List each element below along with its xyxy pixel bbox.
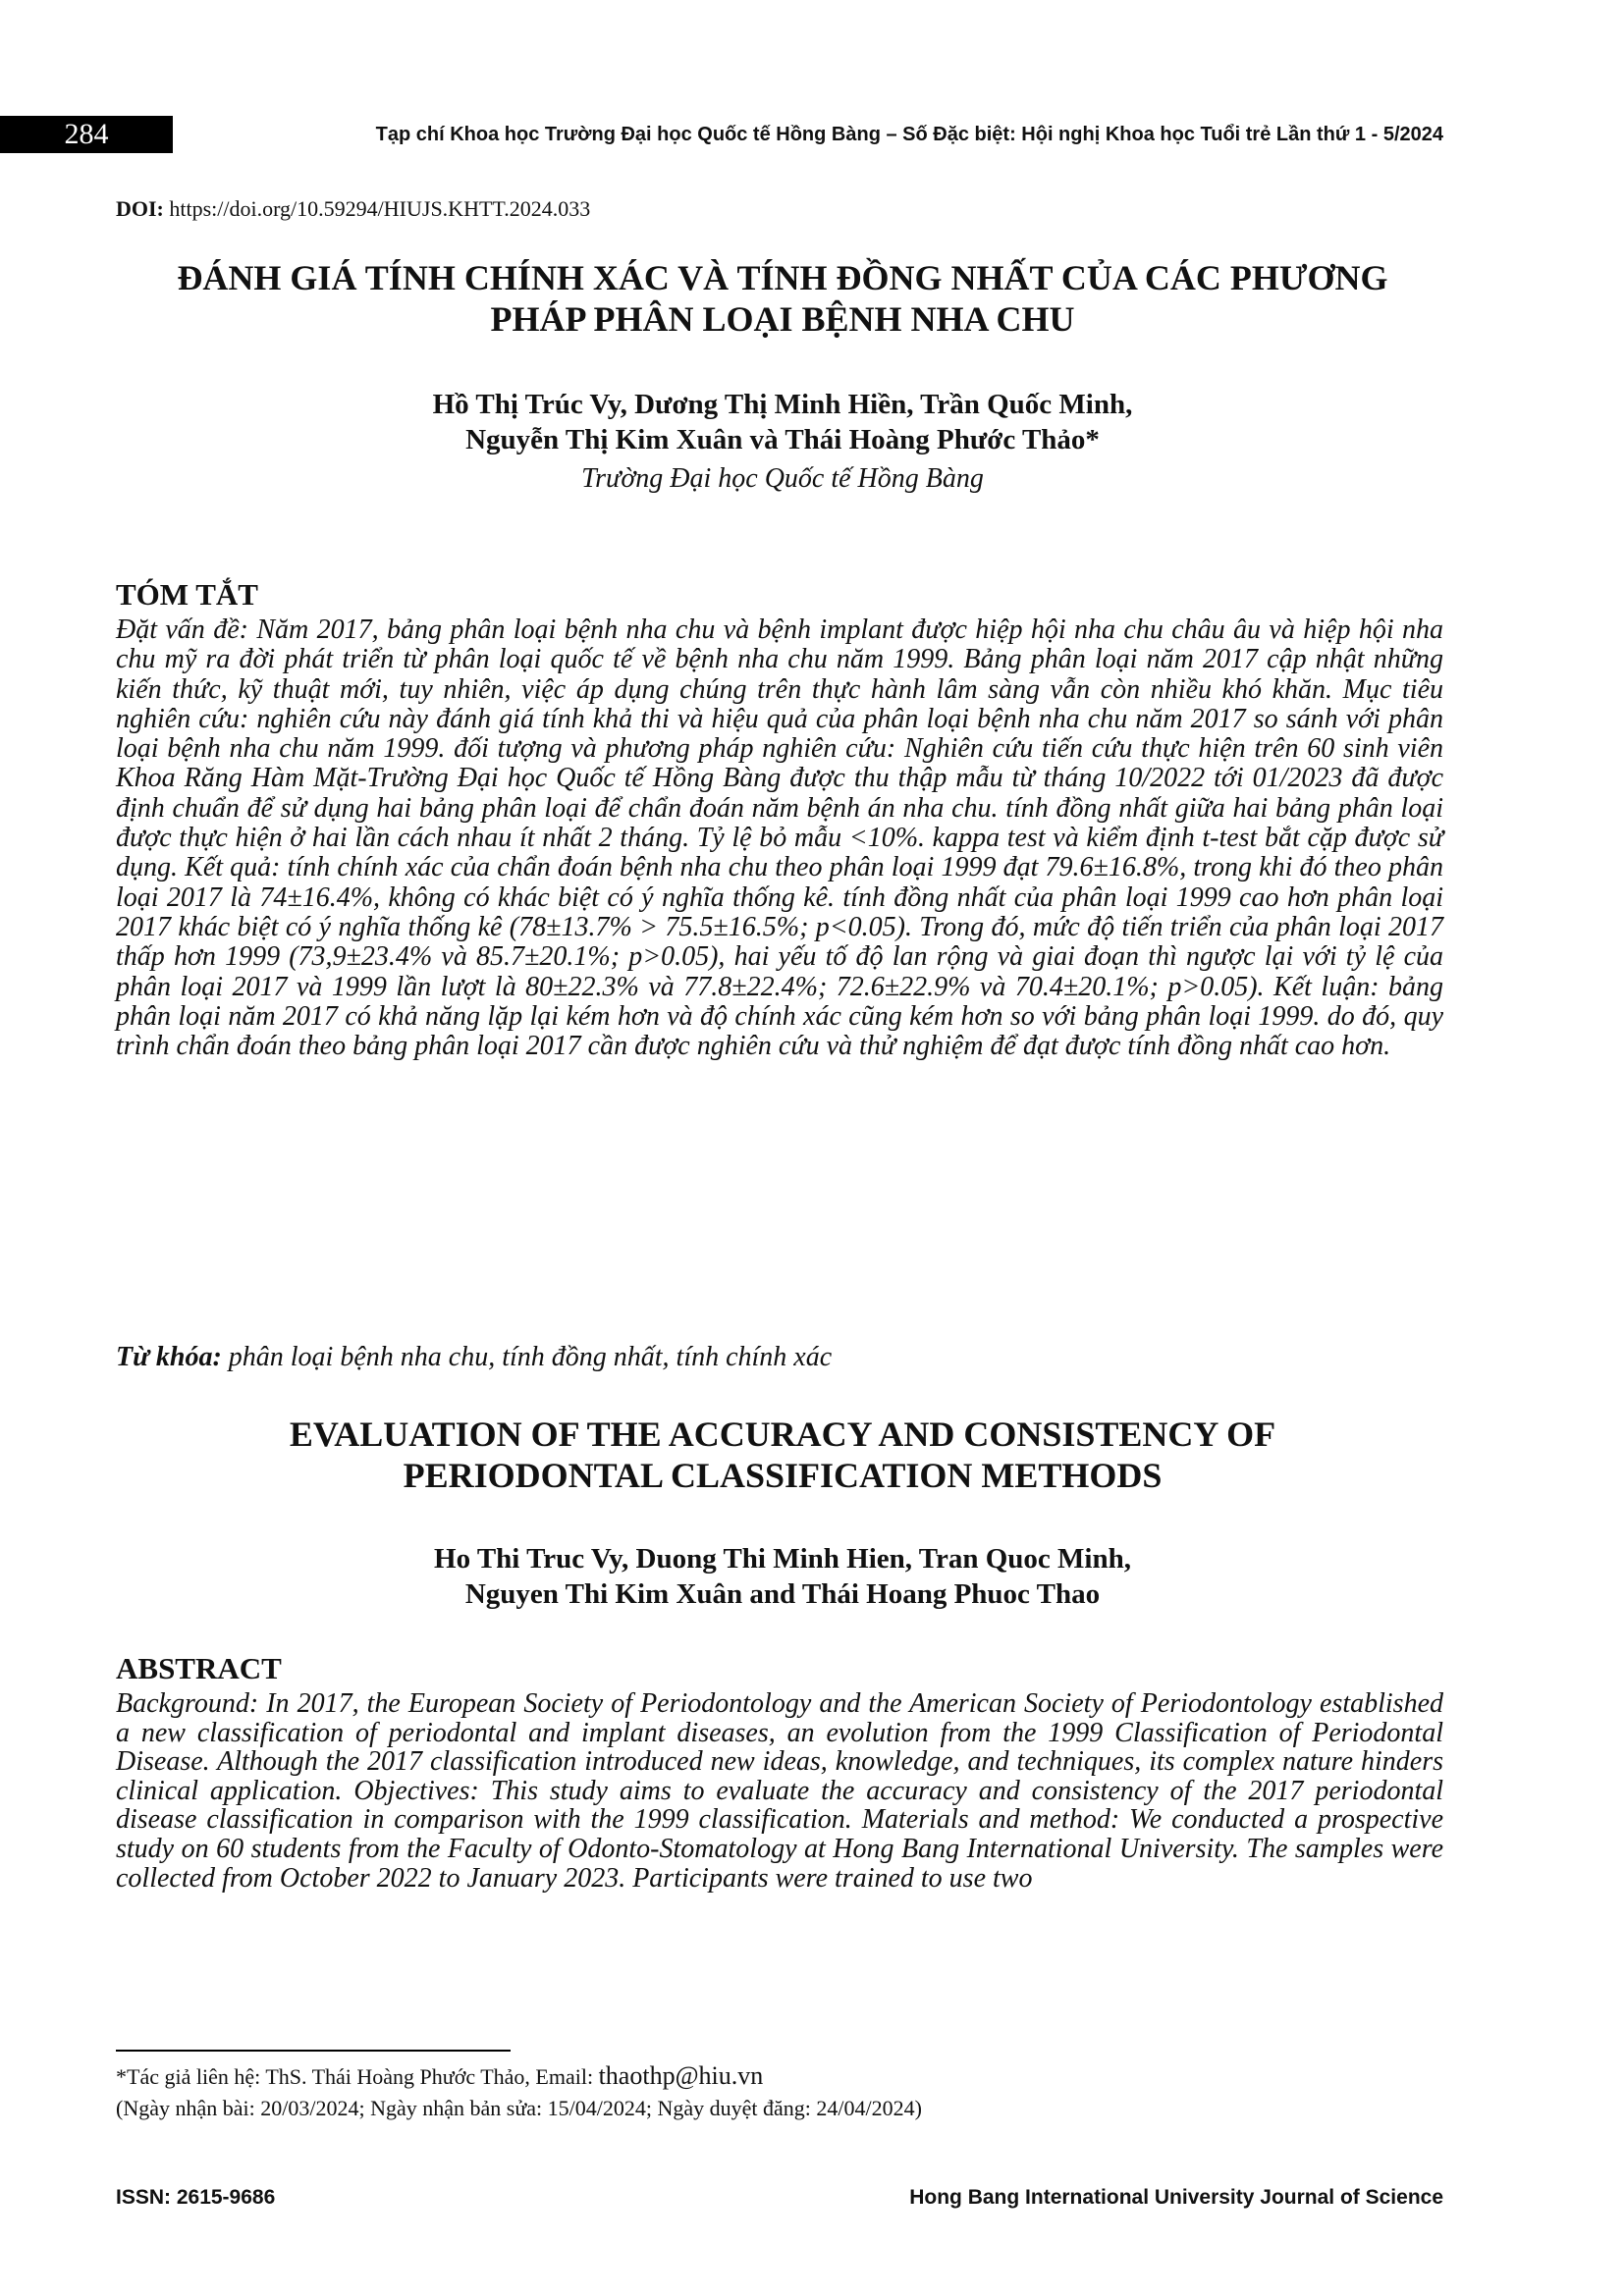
vi-authors-line-2: Nguyễn Thị Kim Xuân và Thái Hoàng Phước Thảo* bbox=[465, 424, 1100, 455]
footnote-author-text: *Tác giả liên hệ: ThS. Thái Hoàng Phước Thảo, Email: bbox=[116, 2064, 599, 2089]
vi-title-line-1: ĐÁNH GIÁ TÍNH CHÍNH XÁC VÀ TÍNH ĐỒNG NHẤT CỦA CÁC PHƯƠNG bbox=[177, 258, 1388, 297]
vi-title bbox=[116, 257, 1449, 340]
en-authors-line-1: Ho Thi Truc Vy, Duong Thi Minh Hien, Tran Quoc Minh, bbox=[434, 1543, 1131, 1575]
running-header: Tạp chí Khoa học Trường Đại học Quốc tế Hồng Bàng – Số Đặc biệt: Hội nghị Khoa học Tuổi trẻ Lần thứ 1 - 5/2024 bbox=[375, 124, 1443, 145]
doi-line bbox=[116, 196, 590, 222]
en-title-line-1: EVALUATION OF THE ACCURACY AND CONSISTENCY OF bbox=[289, 1415, 1276, 1454]
vi-abstract-body: Đặt vấn đề: Năm 2017, bảng phân loại bệnh nha chu và bệnh implant được hiệp hội nha chu châu âu và hiệp hội nha chu mỹ ra đời phát triển từ phân loại quốc tế về bệnh nha chu năm 1999. Bảng phân loại năm 2017 cập nhật những kiến thức, kỹ thuật mới, tuy nhiên, việc áp dụng chúng trên thực hành lâm sàng vẫn còn nhiều khó khăn. Mục tiêu nghiên cứu: nghiên cứu này đánh giá tính khả thi và hiệu quả của phân loại bệnh nha chu năm 2017 so sánh với phân loại bệnh nha chu năm 1999. đối tượng và phương pháp nghiên cứu: Nghiên cứu tiến cứu thực hiện trên 60 sinh viên Khoa Răng Hàm Mặt-Trường Đại học Quốc tế Hồng Bàng được thu thập mẫu từ tháng 10/2022 tới 01/2023 đã được định chuẩn để sử dụng hai bảng phân loại để chẩn đoán năm bệnh án nha chu. tính đồng nhất giữa hai bảng phân loại được thực hiện ở hai lần cách nhau ít nhất 2 tháng. Tỷ lệ bỏ mẫu <10%. kappa test và kiểm định t-test bắt cặp được sử dụng. Kết quả: tính chính xác của chẩn đoán bệnh nha chu theo phân loại 1999 đạt 79.6±16.8%, trong khi đó theo phân loại 2017 là 74±16.4%, không có khác biệt có ý nghĩa thống kê. tính đồng nhất của phân loại 1999 cao hơn phân loại 2017 khác biệt có ý nghĩa thống kê (78±13.7% > 75.5±16.5%; p<0.05). Trong đó, mức độ tiến triển của phân loại 2017 thấp hơn 1999 (73,9±23.4% và 85.7±20.1%; p>0.05), hai yếu tố độ lan rộng và giai đoạn thì ngược lại với tỷ lệ của phân loại 2017 và 1999 lần lượt là 80±22.3% và 77.8±22.4%; 72.6±22.9% và 70.4±20.1%; p>0.05). Kết luận: bảng phân loại năm 2017 có khả năng lặp lại kém hơn và độ chính xác cũng kém hơn so với bảng phân loại 1999. do đó, quy trình chẩn đoán theo bảng phân loại 2017 cần được nghiên cứu và thử nghiệm để đạt được tính đồng nhất cao hơn. bbox=[116, 614, 1443, 1062]
doi-link[interactable]: https://doi.org/10.59294/HIUJS.KHTT.2024.033 bbox=[169, 196, 591, 221]
footnote-divider bbox=[116, 2050, 511, 2052]
vi-authors bbox=[116, 387, 1449, 457]
en-authors bbox=[116, 1541, 1449, 1612]
vi-keywords-text: phân loại bệnh nha chu, tính đồng nhất, tính chính xác bbox=[228, 1342, 833, 1372]
vi-keywords bbox=[116, 1341, 1443, 1374]
footer-journal: Hong Bang International University Journal of Science bbox=[909, 2186, 1443, 2209]
footnote-email-link[interactable]: thaothp@hiu.vn bbox=[598, 2061, 764, 2090]
vi-affiliation: Trường Đại học Quốc tế Hồng Bàng bbox=[581, 463, 984, 494]
footnote-dates: (Ngày nhận bài: 20/03/2024; Ngày nhận bản sửa: 15/04/2024; Ngày duyệt đăng: 24/04/2024) bbox=[116, 2096, 922, 2120]
footer-issn: ISSN: 2615-9686 bbox=[116, 2186, 276, 2209]
vi-authors-line-1: Hồ Thị Trúc Vy, Dương Thị Minh Hiền, Trần Quốc Minh, bbox=[432, 389, 1133, 420]
en-abstract-body: Background: In 2017, the European Society of Periodontology and the American Society of Periodontology established a new classification of periodontal and implant diseases, an evolution from the 1999 Classification of Periodontal Disease. Although the 2017 classification introduced new ideas, knowledge, and techniques, its complex nature hinders clinical application. Objectives: This study aims to evaluate the accuracy and consistency of the 2017 periodontal disease classification in comparison with the 1999 classification. Materials and method: We conducted a prospective study on 60 students from the Faculty of Odonto-Stomatology at Hong Bang International University. The samples were collected from October 2022 to January 2023. Participants were trained to use two bbox=[116, 1688, 1443, 1894]
page-number: 284 bbox=[0, 116, 173, 153]
vi-abstract-heading: TÓM TẮT bbox=[116, 577, 258, 612]
vi-keywords-label: Từ khóa: bbox=[116, 1342, 222, 1372]
en-title-line-2: PERIODONTAL CLASSIFICATION METHODS bbox=[403, 1456, 1163, 1495]
en-authors-line-2: Nguyen Thi Kim Xuân and Thái Hoang Phuoc Thao bbox=[464, 1578, 1101, 1610]
doi-label: DOI: bbox=[116, 196, 164, 221]
en-title bbox=[116, 1414, 1449, 1496]
vi-title-line-2: PHÁP PHÂN LOẠI BỆNH NHA CHU bbox=[490, 299, 1075, 339]
footnote-author bbox=[116, 2062, 763, 2091]
en-abstract-heading: ABSTRACT bbox=[116, 1651, 282, 1685]
